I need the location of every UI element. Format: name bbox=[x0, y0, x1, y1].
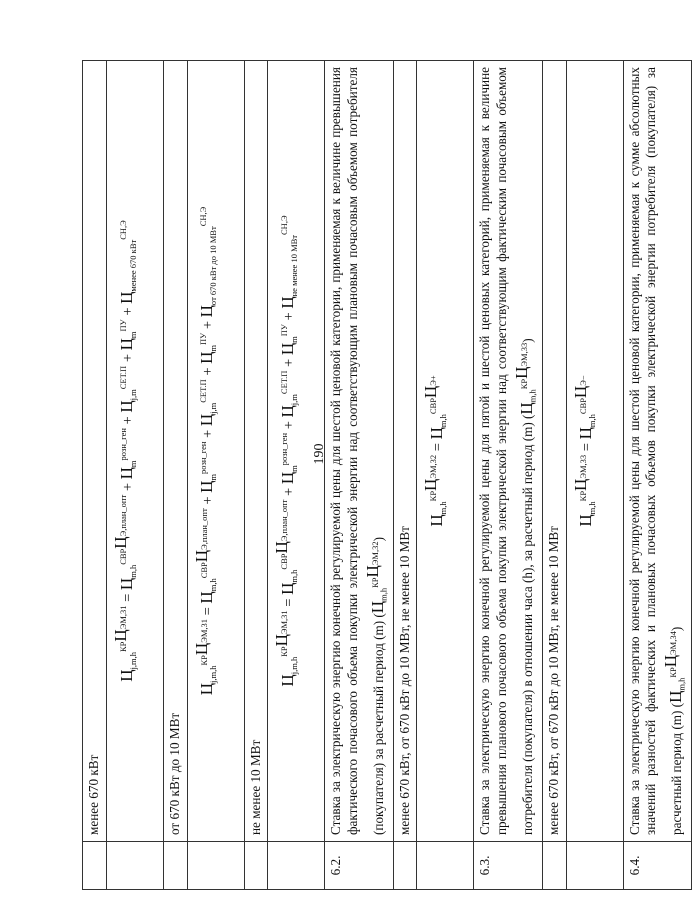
item-text: Ставка за электрическую энергию конечной регулируемой цены для шестой ценовой категории, применяемая к сумме абсолютных значений разностей фактических и плановых почасовых объемов покупки электрической энергии потребителя (покупателя) за расчетный период (m) $(Ц_{m,h}^{КРЦЭМ,34})$ bbox=[626, 67, 688, 835]
item-number: 6.3. bbox=[474, 842, 542, 890]
voltage-label: менее 670 кВт, от 670 кВт до 10 МВт, не менее 10 МВт bbox=[393, 61, 417, 842]
formula-cell bbox=[187, 61, 244, 842]
table-row bbox=[566, 61, 623, 890]
item-number-cell bbox=[268, 842, 325, 890]
formula-cell bbox=[566, 61, 623, 842]
item-description bbox=[325, 61, 393, 842]
item-description bbox=[623, 61, 691, 842]
item-number-cell bbox=[83, 842, 107, 890]
item-number: 6.2. bbox=[325, 842, 393, 890]
table-row bbox=[83, 61, 107, 890]
page-number: 190 bbox=[312, 443, 327, 465]
formula: $Ц_{j,m,h}^{КРЦЭМ,31} = Ц_{m,h}^{СВРЦЭ,план\_опт} + Ц_m^{розн\_ген} + Ц_{j,m}^{СЕТ.П} + Ц_m^{ПУ} + Ц_{менее 670 кВт}^{СН,Э}$ bbox=[110, 220, 138, 682]
item-text: Ставка за электрическую энергию конечной регулируемой цены для пятой и шестой ценовых категорий, применяемая к величине превышения планового почасового объема покупки электрической энергии над соответствующим фактическим почасовым объемом потребителя (покупателя) в отношении часа (h), за расчетный период (m) $(Ц_{m,h}^{КРЦЭМ,33})$ bbox=[477, 67, 538, 835]
table-row bbox=[268, 61, 325, 890]
item-description bbox=[474, 61, 542, 842]
table-row bbox=[325, 61, 393, 890]
item-number-cell bbox=[393, 842, 417, 890]
table-row bbox=[623, 61, 691, 890]
rotated-page bbox=[82, 60, 688, 890]
formula: $Ц_{m,h}^{КРЦЭМ,33} = Ц_{m,h}^{СВРЦЭ-}$ bbox=[570, 375, 598, 527]
item-text: Ставка за электрическую энергию конечной регулируемой цены для шестой ценовой категории, применяемая к величине превышения фактического почасового объема покупки электрической энергии над соответствующим плановым почасовым объемом потребителя (покупателя) за расчетный период (m) $(Ц_{m,h}^{КРЦЭМ,32})$ bbox=[328, 67, 389, 835]
item-number-cell bbox=[187, 842, 244, 890]
table-row bbox=[417, 61, 474, 890]
formula-cell bbox=[268, 61, 325, 842]
item-number: 6.4. bbox=[623, 842, 691, 890]
formula: $Ц_{m,h}^{КРЦЭМ,32} = Ц_{m,h}^{СВРЦЭ+}$ bbox=[421, 375, 449, 527]
table-row bbox=[106, 61, 163, 890]
formula: $Ц_{j,m,h}^{КРЦЭМ,31} = Ц_{m,h}^{СВРЦЭ,план\_опт} + Ц_m^{розн\_ген} + Ц_{j,m}^{СЕТ.П} + Ц_m^{ПУ} + Ц_{не менее 10 МВт}^{СН,Э}$ bbox=[272, 215, 300, 687]
voltage-label: от 670 кВт до 10 МВт bbox=[163, 61, 187, 842]
voltage-label: менее 670 кВт, от 670 кВт до 10 МВт, не менее 10 МВт bbox=[542, 61, 566, 842]
item-number-cell bbox=[566, 842, 623, 890]
table-row bbox=[187, 61, 244, 890]
table-row bbox=[393, 61, 417, 890]
item-number-cell bbox=[417, 842, 474, 890]
item-number-cell bbox=[106, 842, 163, 890]
formula-cell bbox=[417, 61, 474, 842]
table-row bbox=[163, 61, 187, 890]
table-row bbox=[542, 61, 566, 890]
item-number-cell bbox=[163, 842, 187, 890]
item-number-cell bbox=[244, 842, 268, 890]
voltage-label: не менее 10 МВт bbox=[244, 61, 268, 842]
tariff-table bbox=[82, 60, 692, 890]
item-number-cell bbox=[542, 842, 566, 890]
formula: $Ц_{j,m,h}^{КРЦЭМ,31} = Ц_{m,h}^{СВРЦЭ,план\_опт} + Ц_m^{розн\_ген} + Ц_{j,m}^{СЕТ.П} + Ц_m^{ПУ} + Ц_{от 670 кВт до 10 МВт}^{СН,Э}$ bbox=[191, 206, 219, 696]
voltage-label: менее 670 кВт bbox=[83, 61, 107, 842]
table-row bbox=[474, 61, 542, 890]
formula-cell bbox=[106, 61, 163, 842]
table-row bbox=[244, 61, 268, 890]
